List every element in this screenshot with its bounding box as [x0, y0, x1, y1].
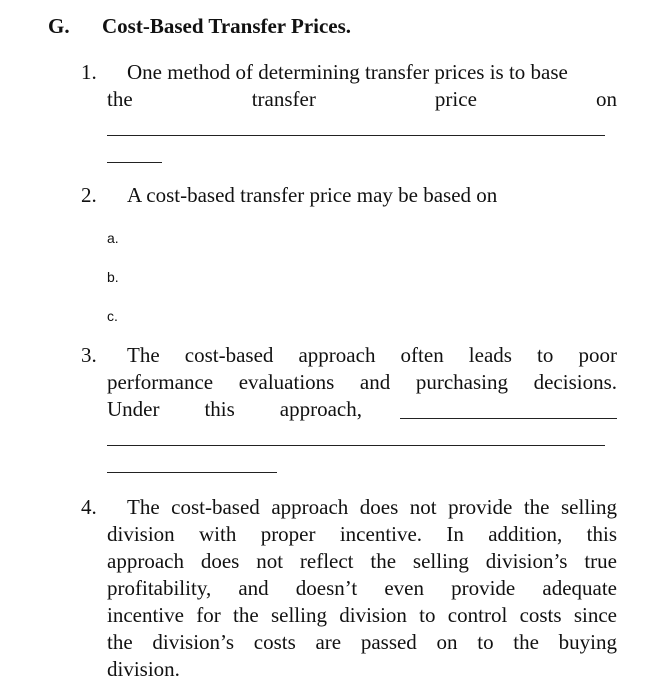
item-1-answer-blank-2[interactable] [107, 162, 162, 163]
item-2-subitem-c: c. [107, 308, 118, 324]
item-2-text: A cost-based transfer price may be based on [127, 183, 498, 207]
item-4-line3: approach does not reflect the selling division’s true [107, 549, 617, 573]
item-3-answer-blank-1[interactable] [400, 418, 617, 419]
item-3-answer-blank-2[interactable] [107, 445, 605, 446]
item-3-line2-text: performance evaluations and purchasing decisions. [107, 370, 617, 394]
item-1-word-price: price [434, 87, 477, 111]
item-4-line2: division with proper incentive. In addition, this [107, 522, 617, 546]
item-1-text-line1: One method of determining transfer prices is to base [127, 60, 568, 84]
item-1-answer-blank-1[interactable] [107, 135, 605, 136]
item-1-text-line2 [107, 87, 617, 112]
item-3-line3 [107, 397, 362, 422]
item-3-answer-blank-3[interactable] [107, 472, 277, 473]
item-4-line5: incentive for the selling division to control costs since [107, 603, 617, 627]
item-4-line7: division. [107, 657, 180, 681]
item-3-number: 3. [81, 343, 97, 367]
item-4-line6: the division’s costs are passed on to the buying [107, 630, 617, 654]
item-4-line4: profitability, and doesn’t even provide adequate [107, 576, 617, 600]
item-2-subitem-b: b. [107, 269, 119, 285]
item-3-line2 [107, 370, 617, 395]
item-3-line1 [127, 343, 617, 368]
item-1-number: 1. [81, 60, 97, 84]
item-2-number: 2. [81, 183, 97, 207]
item-3-word-approach: approach, [279, 397, 362, 421]
section-title: Cost-Based Transfer Prices. [102, 14, 352, 38]
item-1-word-on: on [595, 87, 617, 111]
item-1-word-transfer: transfer [251, 87, 316, 111]
item-3-word-this: this [204, 397, 235, 421]
item-4-line1: The cost-based approach does not provide the selling [127, 495, 617, 519]
item-2-subitem-a: a. [107, 230, 119, 246]
item-3-word-under: Under [107, 397, 160, 421]
item-1-word-the: the [107, 87, 133, 111]
section-letter: G. [48, 14, 70, 38]
item-4-number: 4. [81, 495, 97, 519]
item-3-line1-text: The cost-based approach often leads to poor [127, 343, 617, 367]
